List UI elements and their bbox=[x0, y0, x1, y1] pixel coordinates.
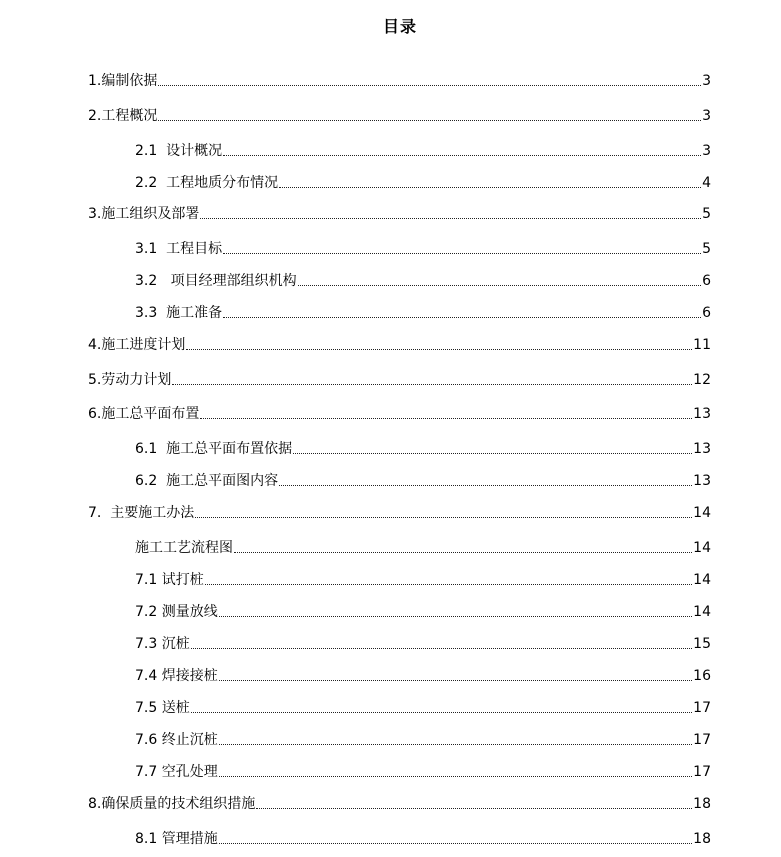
toc-entry[interactable] bbox=[0, 535, 781, 557]
dot-leader bbox=[223, 317, 701, 318]
toc-entry-row bbox=[88, 201, 711, 223]
toc-entry[interactable] bbox=[0, 791, 781, 813]
toc-entry-label: 4.施工进度计划 bbox=[88, 337, 186, 353]
toc-entry[interactable] bbox=[0, 727, 781, 749]
toc-entry-row bbox=[88, 500, 711, 522]
toc-entry-row bbox=[135, 663, 711, 685]
toc-entry-label: 6.2 施工总平面图内容 bbox=[135, 473, 279, 489]
toc-entry-label: 7. 主要施工办法 bbox=[88, 505, 195, 521]
toc-entry-page-number: 6 bbox=[702, 273, 711, 289]
toc-entry-label: 8.确保质量的技术组织措施 bbox=[88, 796, 256, 812]
toc-entry-label: 7.7 空孔处理 bbox=[135, 764, 218, 780]
toc-entry-label: 7.2 测量放线 bbox=[135, 604, 218, 620]
toc-entry-label: 1.编制依据 bbox=[88, 73, 158, 89]
toc-entry-page-number: 17 bbox=[693, 764, 711, 780]
toc-entry-label: 7.4 焊接接桩 bbox=[135, 668, 218, 684]
toc-entry[interactable] bbox=[0, 631, 781, 653]
toc-entry-label: 2.1 设计概况 bbox=[135, 143, 223, 159]
toc-entry-page-number: 18 bbox=[693, 796, 711, 812]
toc-entry-row bbox=[135, 826, 711, 848]
toc-entry-label: 3.施工组织及部署 bbox=[88, 206, 200, 222]
toc-entry-row bbox=[135, 300, 711, 322]
dot-leader bbox=[191, 648, 692, 649]
toc-entry-row bbox=[135, 535, 711, 557]
toc-entry[interactable] bbox=[0, 401, 781, 423]
toc-entry-label: 3.1 工程目标 bbox=[135, 241, 223, 257]
toc-entry-label: 2.工程概况 bbox=[88, 108, 158, 124]
toc-entry-label: 8.1 管理措施 bbox=[135, 831, 218, 847]
toc-entry[interactable] bbox=[0, 201, 781, 223]
toc-entry[interactable] bbox=[0, 236, 781, 258]
toc-entry-page-number: 4 bbox=[702, 175, 711, 191]
toc-entry-label: 施工工艺流程图 bbox=[135, 540, 233, 556]
toc-entry-page-number: 17 bbox=[693, 732, 711, 748]
dot-leader bbox=[205, 584, 692, 585]
toc-entry[interactable] bbox=[0, 468, 781, 490]
toc-entry[interactable] bbox=[0, 436, 781, 458]
toc-entry-page-number: 13 bbox=[693, 473, 711, 489]
toc-entry-page-number: 17 bbox=[693, 700, 711, 716]
toc-entry-label: 3.2 项目经理部组织机构 bbox=[135, 273, 297, 289]
toc-entry-label: 7.5 送桩 bbox=[135, 700, 190, 716]
toc-entry-row bbox=[88, 68, 711, 90]
toc-entry-label: 7.3 沉桩 bbox=[135, 636, 190, 652]
toc-entry-row bbox=[88, 791, 711, 813]
toc-entry-row bbox=[135, 170, 711, 192]
toc-entry-page-number: 16 bbox=[693, 668, 711, 684]
toc-entry-page-number: 3 bbox=[702, 108, 711, 124]
toc-entry-page-number: 5 bbox=[702, 241, 711, 257]
toc-entry-row bbox=[135, 436, 711, 458]
toc-entry[interactable] bbox=[0, 695, 781, 717]
toc-entry-row bbox=[135, 631, 711, 653]
dot-leader bbox=[279, 485, 692, 486]
dot-leader bbox=[200, 418, 692, 419]
toc-entry-page-number: 14 bbox=[693, 505, 711, 521]
toc-entry-page-number: 13 bbox=[693, 441, 711, 457]
toc-entry-page-number: 15 bbox=[693, 636, 711, 652]
toc-entry[interactable] bbox=[0, 500, 781, 522]
toc-entry-page-number: 14 bbox=[693, 604, 711, 620]
toc-entry-label: 5.劳动力计划 bbox=[88, 372, 172, 388]
dot-leader bbox=[172, 384, 692, 385]
toc-entry-label: 7.1 试打桩 bbox=[135, 572, 204, 588]
toc-entry-page-number: 13 bbox=[693, 406, 711, 422]
toc-entry-row bbox=[88, 401, 711, 423]
dot-leader bbox=[223, 253, 701, 254]
toc-entry-page-number: 3 bbox=[702, 73, 711, 89]
toc-entry-row bbox=[135, 599, 711, 621]
dot-leader bbox=[219, 616, 692, 617]
dot-leader bbox=[219, 680, 692, 681]
toc-entry-row bbox=[135, 759, 711, 781]
toc-entry-label: 7.6 终止沉桩 bbox=[135, 732, 218, 748]
dot-leader bbox=[191, 712, 692, 713]
toc-entry-row bbox=[88, 367, 711, 389]
toc-entry-page-number: 18 bbox=[693, 831, 711, 847]
toc-entry[interactable] bbox=[0, 826, 781, 848]
toc-entry-row bbox=[135, 567, 711, 589]
dot-leader bbox=[219, 744, 692, 745]
toc-entry[interactable] bbox=[0, 367, 781, 389]
toc-entry-row bbox=[88, 332, 711, 354]
toc-entry[interactable] bbox=[0, 663, 781, 685]
toc-entry[interactable] bbox=[0, 332, 781, 354]
toc-entry-label: 3.3 施工准备 bbox=[135, 305, 223, 321]
toc-entry-row bbox=[135, 268, 711, 290]
dot-leader bbox=[219, 776, 692, 777]
toc-entry-row bbox=[135, 138, 711, 160]
dot-leader bbox=[298, 285, 701, 286]
dot-leader bbox=[223, 155, 701, 156]
toc-entry[interactable] bbox=[0, 300, 781, 322]
toc-entry-page-number: 12 bbox=[693, 372, 711, 388]
toc-entry-row bbox=[135, 727, 711, 749]
page-title: 目录 bbox=[382, 17, 417, 36]
toc-entry-label: 6.1 施工总平面布置依据 bbox=[135, 441, 293, 457]
toc-entry-row bbox=[88, 103, 711, 125]
dot-leader bbox=[200, 218, 701, 219]
dot-leader bbox=[256, 808, 692, 809]
dot-leader bbox=[195, 517, 692, 518]
dot-leader bbox=[219, 843, 692, 844]
toc-entry-row bbox=[135, 468, 711, 490]
dot-leader bbox=[234, 552, 692, 553]
dot-leader bbox=[293, 453, 692, 454]
toc-entry[interactable] bbox=[0, 567, 781, 589]
toc-entry-page-number: 14 bbox=[693, 540, 711, 556]
toc-entry[interactable] bbox=[0, 138, 781, 160]
dot-leader bbox=[279, 187, 701, 188]
toc-entry[interactable] bbox=[0, 170, 781, 192]
toc-entry-row bbox=[135, 695, 711, 717]
toc-entry-page-number: 6 bbox=[702, 305, 711, 321]
dot-leader bbox=[158, 120, 701, 121]
toc-entry-page-number: 3 bbox=[702, 143, 711, 159]
dot-leader bbox=[158, 85, 701, 86]
toc-entry-page-number: 14 bbox=[693, 572, 711, 588]
toc-entry-page-number: 5 bbox=[702, 206, 711, 222]
toc-entry[interactable] bbox=[0, 599, 781, 621]
toc-entry[interactable] bbox=[0, 103, 781, 125]
toc-entry[interactable] bbox=[0, 68, 781, 90]
toc-entry-page-number: 11 bbox=[693, 337, 711, 353]
toc-entry-label: 2.2 工程地质分布情况 bbox=[135, 175, 279, 191]
toc-entry[interactable] bbox=[0, 268, 781, 290]
toc-entry[interactable] bbox=[0, 759, 781, 781]
toc-entry-label: 6.施工总平面布置 bbox=[88, 406, 200, 422]
toc-entry-row bbox=[135, 236, 711, 258]
dot-leader bbox=[186, 349, 692, 350]
